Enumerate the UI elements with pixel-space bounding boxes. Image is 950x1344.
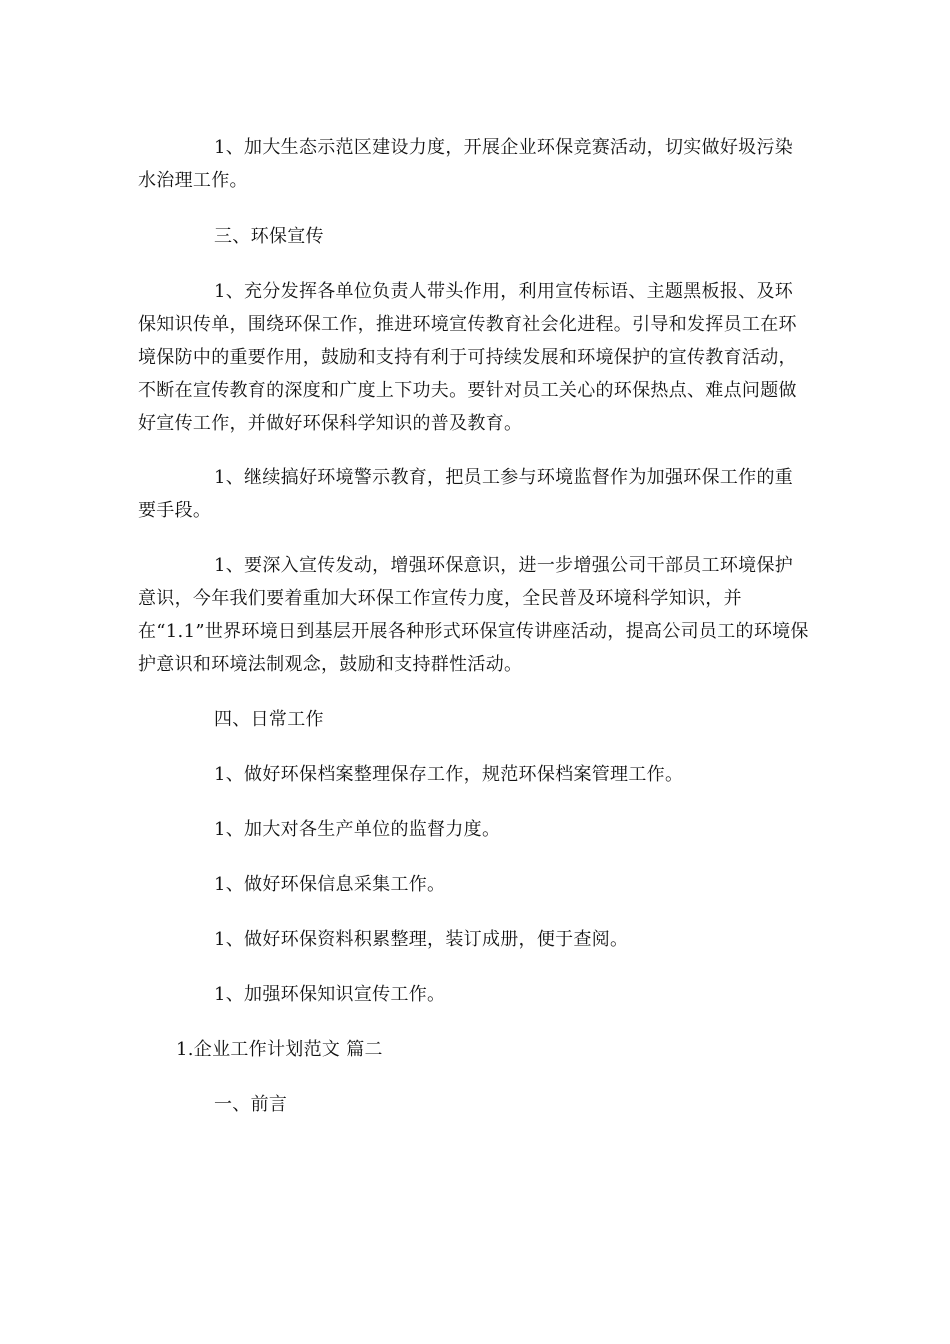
heading-preface: 一、前言 — [214, 1094, 288, 1115]
paragraph-warning-education: 1、继续搞好环境警示教育，把员工参与环境监督作为加强环保工作的重要手段。 — [138, 467, 794, 521]
heading-daily-work: 四、日常工作 — [214, 709, 324, 730]
paragraph-supervision: 1、加大对各生产单位的监督力度。 — [214, 819, 501, 840]
paragraph-archives: 1、做好环保档案整理保存工作，规范环保档案管理工作。 — [214, 764, 684, 785]
paragraph-knowledge-publicity: 1、加强环保知识宣传工作。 — [214, 984, 446, 1005]
paragraph-data-binding: 1、做好环保资料积累整理，装订成册，便于查阅。 — [214, 929, 629, 950]
section-title-part-two: 1.企业工作计划范文 篇二 — [176, 1039, 383, 1060]
heading-environmental-publicity: 三、环保宣传 — [214, 226, 324, 247]
paragraph-pollution-control: 1、加大生态示范区建设力度，开展企业环保竞赛活动，切实做好圾污染水治理工作。 — [138, 137, 794, 191]
paragraph-publicity-role: 1、充分发挥各单位负责人带头作用，利用宣传标语、主题黑板报、及环保知识传单，围绕环保工作，推进环境宣传教育社会化进程。引导和发挥员工在环境保防中的重要作用，鼓励和支持有利于可持续发展和环境保护的宣传教育活动，不断在宣传教育的深度和广度上下功夫。要针对员工关心的环保热点、难点问题做好宣传工作，并做好环保科学知识的普及教育。 — [138, 281, 797, 434]
paragraph-awareness: 1、要深入宣传发动，增强环保意识，进一步增强公司干部员工环境保护意识，今年我们要着重加大环保工作宣传力度，全民普及环境科学知识，并在“1.1”世界环境日到基层开展各种形式环保宣传讲座活动，提高公司员工的环境保护意识和环境法制观念，鼓励和支持群性活动。 — [138, 555, 809, 675]
paragraph-information-collection: 1、做好环保信息采集工作。 — [214, 874, 446, 895]
